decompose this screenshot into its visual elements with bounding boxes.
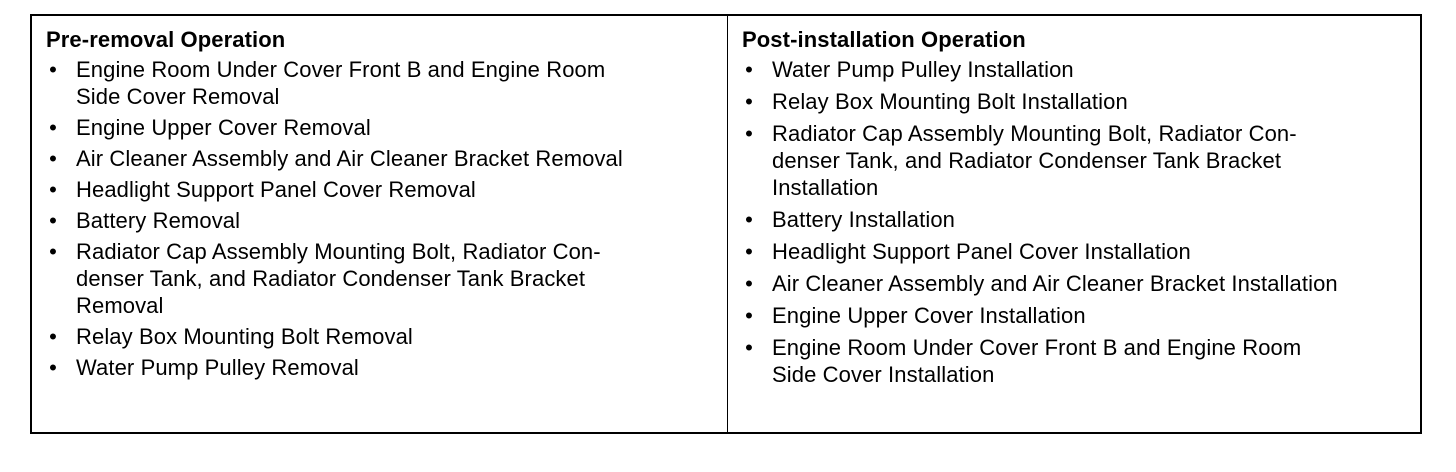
- list-item: [742, 334, 1410, 388]
- list-item-text: Radiator Cap Assembly Mounting Bolt, Radiator Con-: [76, 239, 601, 264]
- list-item: [742, 302, 1410, 329]
- list-item-text: Engine Room Under Cover Front B and Engine Room: [76, 57, 606, 82]
- list-item-text: Side Cover Installation: [772, 362, 995, 387]
- list-item-text: Engine Room Under Cover Front B and Engine Room: [772, 335, 1302, 360]
- list-item: [742, 206, 1410, 233]
- bullet-icon: •: [745, 239, 753, 264]
- list-item-text: Engine Upper Cover Installation: [772, 303, 1086, 328]
- bullet-icon: •: [745, 57, 753, 82]
- post-installation-list: [742, 56, 1410, 388]
- bullet-icon: •: [745, 335, 753, 360]
- list-item: [742, 56, 1410, 83]
- list-item-text: Air Cleaner Assembly and Air Cleaner Bracket Installation: [772, 271, 1338, 296]
- bullet-icon: •: [49, 208, 57, 233]
- list-item: [742, 270, 1410, 297]
- list-item: [742, 88, 1410, 115]
- bullet-icon: •: [49, 324, 57, 349]
- post-installation-column: [728, 16, 1420, 432]
- list-item: [46, 207, 717, 234]
- list-item-text: Water Pump Pulley Removal: [76, 355, 359, 380]
- list-item: [46, 354, 717, 381]
- bullet-icon: •: [49, 355, 57, 380]
- list-item: [46, 114, 717, 141]
- pre-removal-title: Pre-removal Operation: [46, 27, 286, 52]
- bullet-icon: •: [745, 121, 753, 146]
- list-item: [46, 323, 717, 350]
- list-item: [46, 176, 717, 203]
- list-item-text: Engine Upper Cover Removal: [76, 115, 371, 140]
- list-item: [742, 120, 1410, 201]
- list-item-text: Removal: [76, 293, 164, 318]
- bullet-icon: •: [49, 239, 57, 264]
- bullet-icon: •: [49, 115, 57, 140]
- list-item-text: Radiator Cap Assembly Mounting Bolt, Radiator Con-: [772, 121, 1297, 146]
- list-item-text: Relay Box Mounting Bolt Removal: [76, 324, 413, 349]
- list-item-text: Relay Box Mounting Bolt Installation: [772, 89, 1128, 114]
- operations-table: [30, 14, 1422, 434]
- list-item: [46, 145, 717, 172]
- list-item-text: Side Cover Removal: [76, 84, 280, 109]
- list-item-text: Installation: [772, 175, 879, 200]
- bullet-icon: •: [49, 146, 57, 171]
- bullet-icon: •: [49, 177, 57, 202]
- list-item: [46, 56, 717, 110]
- post-installation-title: Post-installation Operation: [742, 27, 1026, 52]
- list-item-text: Headlight Support Panel Cover Installation: [772, 239, 1191, 264]
- bullet-icon: •: [49, 57, 57, 82]
- pre-removal-column: [32, 16, 728, 432]
- list-item: [742, 238, 1410, 265]
- bullet-icon: •: [745, 271, 753, 296]
- list-item-text: Headlight Support Panel Cover Removal: [76, 177, 476, 202]
- bullet-icon: •: [745, 303, 753, 328]
- list-item-text: Battery Installation: [772, 207, 955, 232]
- list-item-text: Battery Removal: [76, 208, 241, 233]
- list-item-text: denser Tank, and Radiator Condenser Tank Bracket: [772, 148, 1282, 173]
- bullet-icon: •: [745, 207, 753, 232]
- bullet-icon: •: [745, 89, 753, 114]
- list-item-text: Air Cleaner Assembly and Air Cleaner Bracket Removal: [76, 146, 623, 171]
- list-item: [46, 238, 717, 319]
- pre-removal-list: [46, 56, 717, 381]
- list-item-text: Water Pump Pulley Installation: [772, 57, 1074, 82]
- list-item-text: denser Tank, and Radiator Condenser Tank Bracket: [76, 266, 586, 291]
